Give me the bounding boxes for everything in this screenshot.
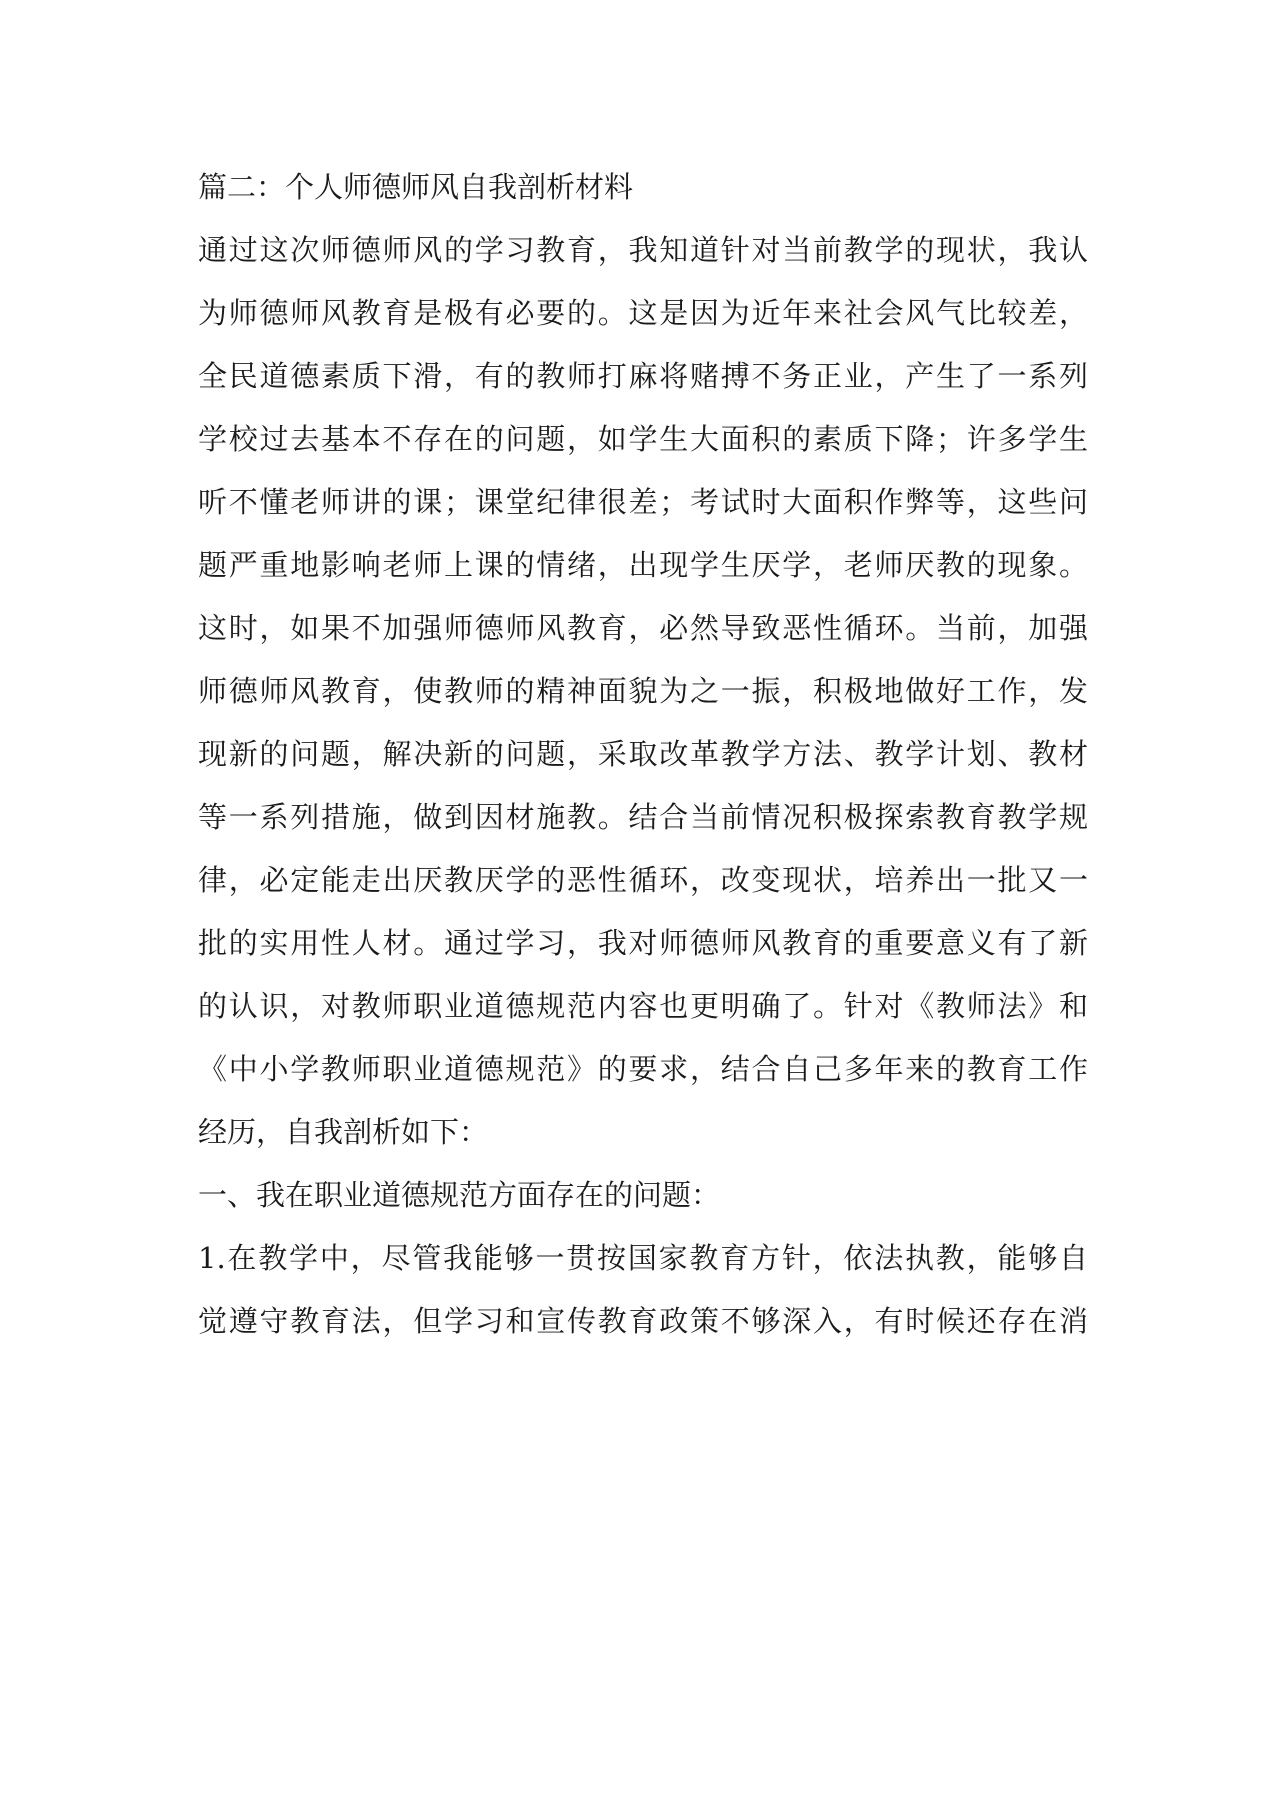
- paragraph-line: 觉遵守教育法，但学习和宣传教育政策不够深入，有时候还存在消: [198, 1304, 1088, 1338]
- paragraph-line: 题严重地影响老师上课的情绪，出现学生厌学，老师厌教的现象。: [198, 548, 1088, 582]
- paragraph-line: 听不懂老师讲的课；课堂纪律很差；考试时大面积作弊等，这些问: [198, 485, 1088, 519]
- paragraph-line: 学校过去基本不存在的问题，如学生大面积的素质下降；许多学生: [198, 422, 1088, 456]
- paragraph-line: 为师德师风教育是极有必要的。这是因为近年来社会风气比较差，: [198, 296, 1088, 330]
- paragraph-line: 这时，如果不加强师德师风教育，必然导致恶性循环。当前，加强: [198, 611, 1088, 645]
- paragraph-line: 现新的问题，解决新的问题，采取改革教学方法、教学计划、教材: [198, 737, 1088, 771]
- paragraph-line: 师德师风教育，使教师的精神面貌为之一振，积极地做好工作，发: [198, 674, 1088, 708]
- paragraph-line: 《中小学教师职业道德规范》的要求，结合自己多年来的教育工作: [198, 1052, 1088, 1086]
- paragraph-line: 律，必定能走出厌教厌学的恶性循环，改变现状，培养出一批又一: [198, 863, 1088, 897]
- paragraph-line: 的认识，对教师职业道德规范内容也更明确了。针对《教师法》和: [198, 989, 1088, 1023]
- paragraph-line: 通过这次师德师风的学习教育，我知道针对当前教学的现状，我认: [198, 233, 1088, 267]
- document-title: 篇二：个人师德师风自我剖析材料: [198, 170, 634, 204]
- paragraph-line: 经历，自我剖析如下：: [198, 1115, 489, 1149]
- paragraph-line: 1.在教学中，尽管我能够一贯按国家教育方针，依法执教，能够自: [198, 1241, 1088, 1275]
- paragraph-line: 批的实用性人材。通过学习，我对师德师风教育的重要意义有了新: [198, 926, 1088, 960]
- paragraph-line: 等一系列措施，做到因材施教。结合当前情况积极探索教育教学规: [198, 800, 1088, 834]
- section-heading: 一、我在职业道德规范方面存在的问题：: [198, 1178, 721, 1212]
- document-body: [198, 156, 1088, 1353]
- paragraph-line: 全民道德素质下滑，有的教师打麻将赌搏不务正业，产生了一系列: [198, 359, 1088, 393]
